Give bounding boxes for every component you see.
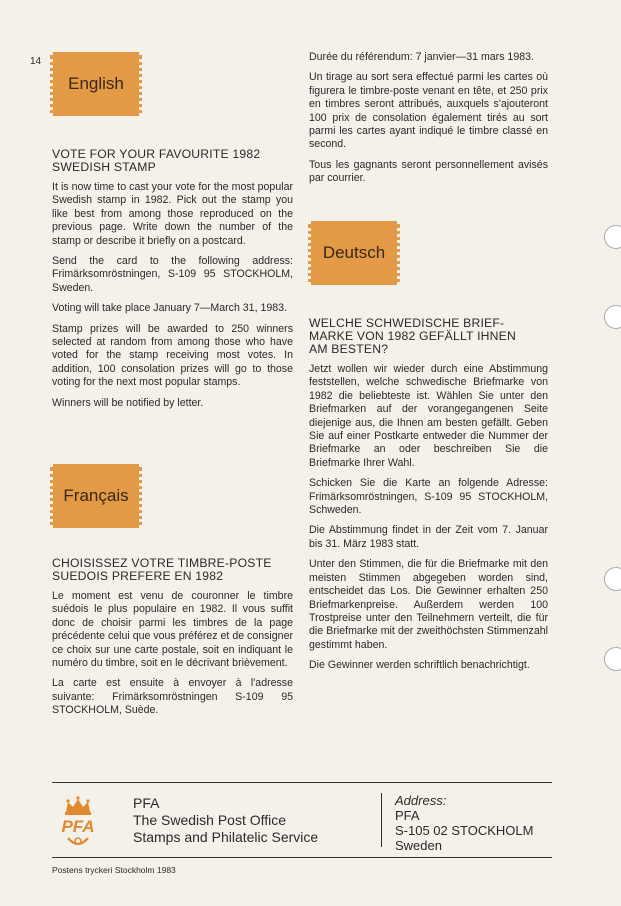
francais-paragraph: La carte est ensuite à envoyer à l'adresse suivante: Frimärksomröstningen S-109 95 STOCKHOLM, Suède. <box>52 677 293 717</box>
tab-english: English <box>50 52 142 116</box>
deutsch-title-line: MARKE VON 1982 GEFÄLLT IHNEN <box>309 329 516 343</box>
footer-top-rule <box>52 782 552 783</box>
deutsch-paragraph: Die Abstimmung findet in der Zeit vom 7. Januar bis 31. März 1983 statt. <box>309 524 548 550</box>
tab-francais: Français <box>50 464 142 528</box>
address-line: Sweden <box>395 838 442 853</box>
footer-address <box>395 793 533 853</box>
address-line: PFA <box>395 808 420 823</box>
address-label: Address: <box>395 793 447 808</box>
binder-hole <box>604 647 621 671</box>
deutsch-title <box>309 317 548 356</box>
english-title <box>52 148 293 174</box>
english-paragraph: Voting will take place January 7—March 31, 1983. <box>52 302 287 315</box>
deutsch-paragraph: Schicken Sie die Karte an folgende Adresse: Frimärksomröstningen, S-109 95 STOCKHOLM, Schweden. <box>309 477 548 517</box>
binder-hole <box>604 567 621 591</box>
binder-hole <box>604 225 621 249</box>
footer-divider <box>381 793 382 847</box>
english-paragraph: Winners will be notified by letter. <box>52 396 204 409</box>
francais-paragraph: Tous les gagnants seront personnellement avisés par courrier. <box>309 158 548 185</box>
deutsch-paragraph: Jetzt wollen wir wieder durch eine Abstimmung feststellen, welche schwedische Briefmarke von 1982 die beliebteste ist. Wählen Sie unter den Briefmarken auf der vorangegangenen Seite diejenige aus, die Ihnen am besten gefällt. Geben Sie auf einer Postkarte entweder die Nummer der Briefmarke an oder beschreiben Sie die Briefmarke Ihrer Wahl. <box>309 363 548 469</box>
francais-paragraph: Le moment est venu de couronner le timbre suédois le plus populaire en 1982. Il vous suffit donc de choisir parmi les timbres de la page précédente celui que vous préférez et de consigner ce choix sur une carte postale, soit en indiquant le numéro du timbre, soit en le décrivant brièvement. <box>52 590 293 670</box>
francais-continued <box>309 51 548 193</box>
deutsch-paragraph: Unter den Stimmen, die für die Briefmarke mit den meisten Stimmen abgegeben worden sind, entscheidet das Los. Die Gewinner erhalten 250 Briefmarkenpreise. Außerdem werden 100 Trostpreise unter den Teilnehmern verteilt, die für die Briefmarke mit der zweithöchsten Stimmenzahl gestimmt haben. <box>309 558 548 651</box>
page-number: 14 <box>30 56 42 67</box>
binder-hole <box>604 305 621 329</box>
francais-title-line: SUEDOIS PREFERE EN 1982 <box>52 569 224 583</box>
org-line: Stamps and Philatelic Service <box>133 829 319 845</box>
printer-credit: Postens tryckeri Stockholm 1983 <box>52 865 176 875</box>
deutsch-title-line: AM BESTEN? <box>309 342 389 356</box>
francais-section <box>52 557 293 725</box>
english-section <box>52 148 293 417</box>
english-paragraph: Send the card to the following address: Frimärksomröstningen, S-109 95 STOCKHOLM, Sweden. <box>52 255 293 294</box>
pfa-organization <box>133 795 318 846</box>
english-paragraph: It is now time to cast your vote for the most popular Swedish stamp in 1982. Pick out the stamp you like best from among those reproduced on the previous page. Write down the number of the stamp or describe it briefly on a postcard. <box>52 181 293 247</box>
deutsch-paragraph: Die Gewinner werden schriftlich benachrichtigt. <box>309 659 530 672</box>
english-paragraph: Stamp prizes will be awarded to 250 winners selected at random from among those who have voted for the stamp receiving most votes. In addition, 100 consolation prizes will go to those voting for the next most popular stamps. <box>52 322 293 389</box>
org-line: The Swedish Post Office <box>133 812 287 828</box>
francais-title-line: CHOISISSEZ VOTRE TIMBRE-POSTE <box>52 556 272 570</box>
address-line: S-105 02 STOCKHOLM <box>395 823 534 838</box>
footer-bottom-rule <box>52 857 552 858</box>
deutsch-title-line: WELCHE SCHWEDISCHE BRIEF- <box>309 316 505 330</box>
pfa-crown-logo <box>50 792 106 852</box>
logo-text: PFA <box>61 817 95 836</box>
english-title-line: SWEDISH STAMP <box>52 160 156 174</box>
francais-title <box>52 557 293 583</box>
org-line: PFA <box>133 795 160 811</box>
francais-paragraph: Durée du référendum: 7 janvier—31 mars 1983. <box>309 51 534 63</box>
francais-paragraph: Un tirage au sort sera effectué parmi les cartes où figurera le timbre-poste venant en tête, et 250 prix en timbres seront attribués, auxquels s'ajouteront 100 prix de consolation également tirés au sort parmi les cartes ayant indiqué le timbre classé en second. <box>309 71 548 151</box>
english-title-line: VOTE FOR YOUR FAVOURITE 1982 <box>52 147 261 161</box>
tab-deutsch: Deutsch <box>308 221 400 285</box>
deutsch-section <box>309 317 548 680</box>
